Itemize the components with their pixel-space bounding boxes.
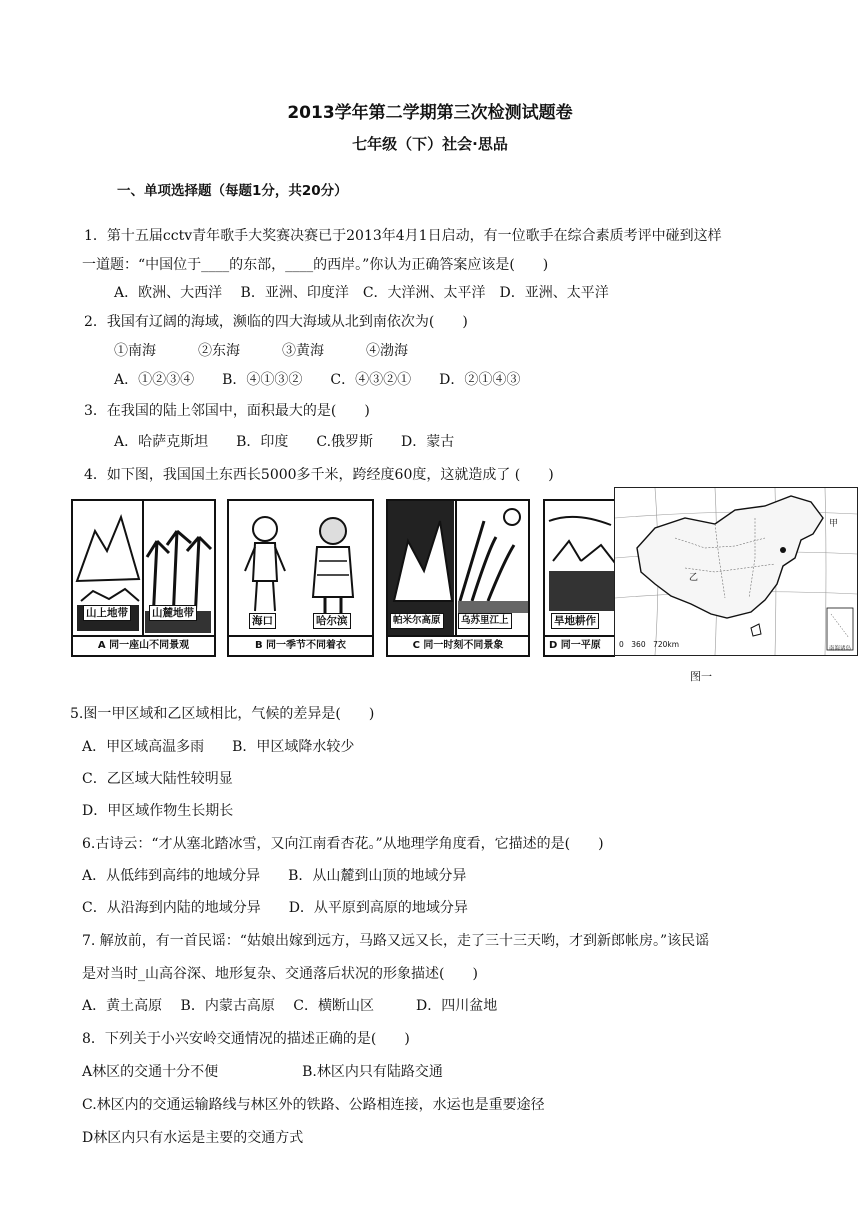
panel-a-label-mountain-top: 山上地带 xyxy=(83,605,131,621)
q7-line2: 是对当时_山高谷深、地形复杂、交通落后状况的形象描述( ) xyxy=(82,966,478,982)
q2-options: A．①②③④ B．④①③② C．④③②① D．②①④③ xyxy=(114,372,521,388)
panel-b-caption: B 同一季节不同着衣 xyxy=(229,635,372,655)
q7-options: A．黄土高原 B．内蒙古高原 C．横断山区 D．四川盆地 xyxy=(82,998,498,1014)
exam-title: 2013学年第二学期第三次检测试题卷 xyxy=(287,103,573,123)
q2-stem: 2．我国有辽阔的海域，濒临的四大海域从北到南依次为( ) xyxy=(84,314,468,330)
panel-c-caption: C 同一时刻不同景象 xyxy=(388,635,528,655)
panel-b-label-haikou: 海口 xyxy=(249,613,276,629)
q3-options: A．哈萨克斯坦 B．印度 C.俄罗斯 D．蒙古 xyxy=(114,434,455,450)
map-label-yi: 乙 xyxy=(689,573,699,583)
china-map-illustration xyxy=(615,488,857,655)
figure-panel-d xyxy=(543,499,615,657)
q3-stem: 3．在我国的陆上邻国中，面积最大的是( ) xyxy=(84,403,370,419)
q8-stem: 8．下列关于小兴安岭交通情况的描述正确的是( ) xyxy=(82,1031,410,1047)
q5-option-c: C．乙区域大陆性较明显 xyxy=(82,771,233,787)
q1-line2: 一道题：“中国位于____的东部，____的西岸。”你认为正确答案应该是( ) xyxy=(82,257,549,273)
map-inset-label: 南海诸岛 xyxy=(829,646,852,652)
q2-items: ①南海 ②东海 ③黄海 ④渤海 xyxy=(114,343,408,359)
panel-d-caption: D 同一平原 xyxy=(545,635,615,655)
q1-options: A．欧洲、大西洋 B．亚洲、印度洋 C．大洋洲、太平洋 D．亚洲、太平洋 xyxy=(114,285,609,301)
section-heading: 一、单项选择题（每题1分，共20分） xyxy=(117,183,348,199)
china-map-figure xyxy=(614,487,858,656)
q5-stem: 5.图一甲区域和乙区域相比，气候的差异是( ) xyxy=(70,706,375,722)
q6-stem: 6.古诗云：“才从塞北踏冰雪，又向江南看杏花。”从地理学角度看，它描述的是( ) xyxy=(82,836,604,852)
q8-option-c: C.林区内的交通运输路线与林区外的铁路、公路相连接，水运也是重要途径 xyxy=(82,1097,545,1113)
q7-line1: 7. 解放前，有一首民谣：“姑娘出嫁到远方，马路又远又长，走了三十三天哟，才到新郎帐房。”该民谣 xyxy=(82,933,710,949)
panel-c-label-pamir: 帕米尔高原 xyxy=(390,613,444,629)
q1-line1: 1．第十五届cctv青年歌手大奖赛决赛已于2013年4月1日启动，有一位歌手在综合素质考评中碰到这样 xyxy=(84,228,722,244)
map-scale-bar: 0 360 720km xyxy=(619,640,680,649)
panel-a-caption: A 同一座山不同景观 xyxy=(73,635,214,655)
figure-panel-b xyxy=(227,499,374,657)
map-caption: 图一 xyxy=(690,670,712,683)
q6-options-ab: A．从低纬到高纬的地域分异 B．从山麓到山顶的地域分异 xyxy=(82,868,467,884)
figure-panel-a xyxy=(71,499,216,657)
map-label-jia: 甲 xyxy=(829,519,839,529)
panel-c-label-wusuli: 乌苏里江上 xyxy=(458,613,512,629)
q8-options-ab: A林区的交通十分不便 B.林区内只有陆路交通 xyxy=(82,1064,443,1080)
panel-a-label-mountain-foot: 山麓地带 xyxy=(149,605,197,621)
q5-option-d: D．甲区域作物生长期长 xyxy=(82,803,234,819)
q8-option-d: D林区内只有水运是主要的交通方式 xyxy=(82,1130,304,1146)
panel-b-label-harbin: 哈尔滨 xyxy=(313,613,351,629)
q6-options-cd: C．从沿海到内陆的地域分异 D．从平原到高原的地域分异 xyxy=(82,900,468,916)
figure-panel-c xyxy=(386,499,530,657)
q4-stem: 4．如下图，我国国土东西长5000多千米，跨经度60度，这就造成了 ( ) xyxy=(84,467,554,483)
q5-options-ab: A．甲区域高温多雨 B．甲区域降水较少 xyxy=(82,739,355,755)
panel-d-label-dryland: 旱地耕作 xyxy=(551,613,599,629)
exam-subtitle: 七年级（下）社会·思品 xyxy=(352,135,508,153)
